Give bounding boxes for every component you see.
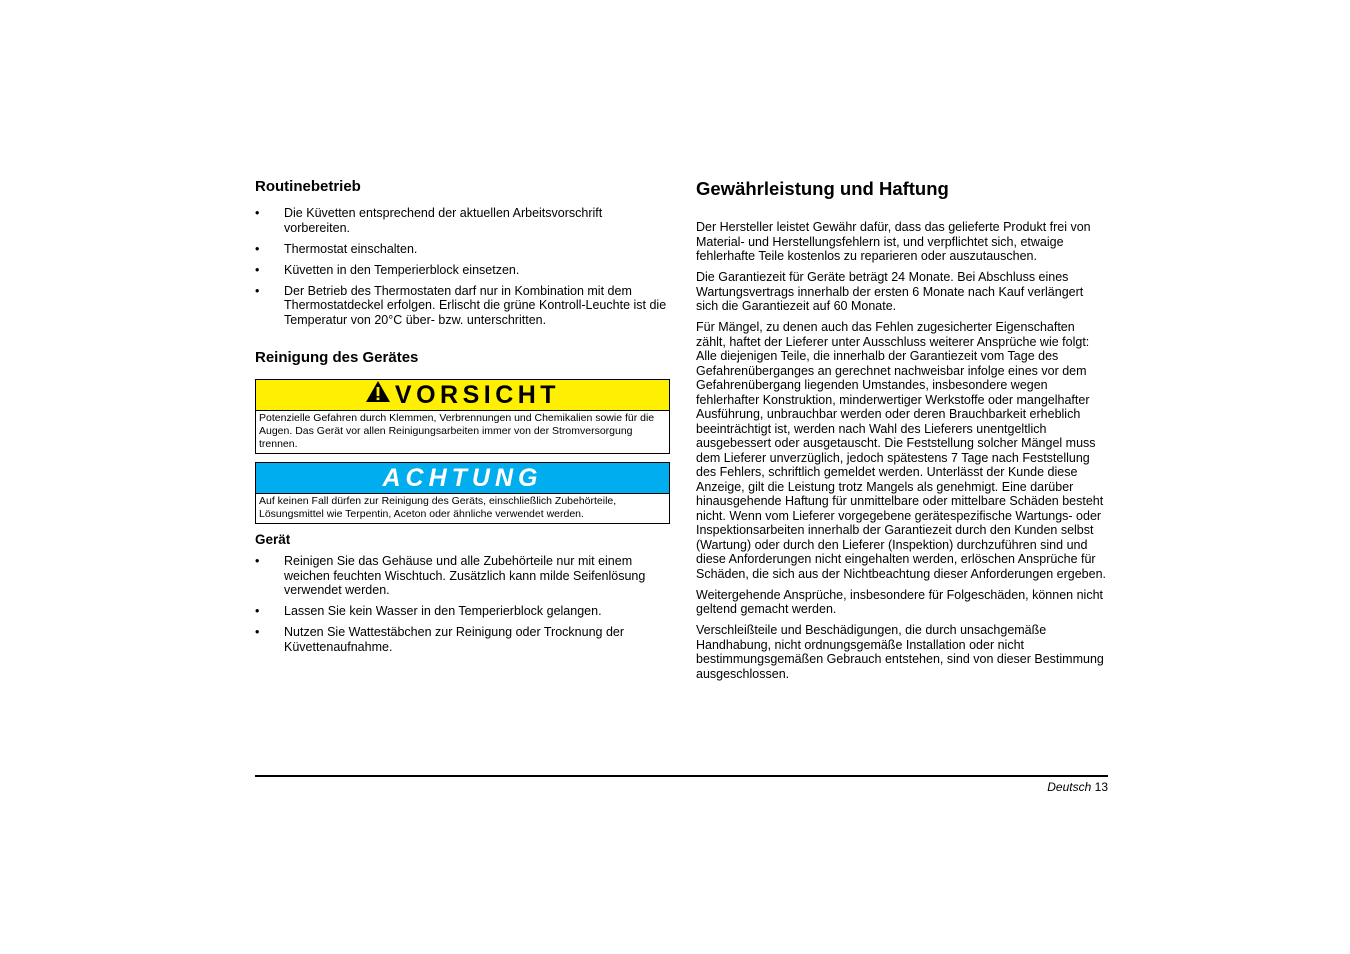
warranty-heading: Gewährleistung und Haftung	[696, 178, 949, 199]
footer-rule	[255, 775, 1108, 777]
warranty-paragraph: Für Mängel, zu denen auch das Fehlen zugesicherter Eigenschaften zählt, haftet der Lieferer unter Ausschluss weiterer Ansprüche wie folgt: Alle diejenigen Teile, die innerhalb der Garantiezeit vom Tage des Gefahrenüberganges an gerechnet nachweisbar infolge eines vor dem Gefahrenübergang liegenden Umstandes, insbesondere wegen fehlerhafter Konstruktion, minderwertiger Werkstoffe oder mangelhafter Ausführung, unbrauchbar werden oder deren Brauchbarkeit erheblich beeinträchtigt ist, werden nach Wahl des Lieferers unentgeltlich ausgebessert oder ausgetauscht. Die Feststellung solcher Mängel muss dem Lieferer unverzüglich, jedoch spätestens 7 Tage nach Feststellung des Fehlers, schriftlich gemeldet werden. Unterlässt der Kunde diese Anzeige, gilt die Leistung trotz Mangels als genehmigt. Eine darüber hinausgehende Haftung für unmittelbare oder mittelbare Schäden besteht nicht. Wenn vom Lieferer vorgegebene gerätespezifische Wartungs- oder Inspektionsarbeiten innerhalb der Garantiezeit durch den Kunden selbst (Wartung) oder durch den Lieferer (Inspektion) durchzuführen sind und diese Anforderungen nicht eingehalten werden, erlöschen Ansprüche für Schäden, die sich aus der Nichtbeachtung dieser Anforderungen ergeben.	[696, 320, 1107, 581]
list-item: • Nutzen Sie Wattestäbchen zur Reinigung oder Trocknung der Küvettenaufnahme.	[255, 625, 625, 654]
list-item: • Die Küvetten entsprechend der aktuellen Arbeitsvorschrift vorbereiten.	[255, 206, 603, 235]
footer-language: Deutsch	[1047, 780, 1092, 794]
bullet: •	[255, 206, 260, 220]
caution-text: Potenzielle Gefahren durch Klemmen, Verbrennungen und Chemikalien sowie für die Augen. Das Gerät vor allen Reinigungsarbeiten immer von der Stromversorgung trennen.	[259, 412, 655, 450]
device-heading: Gerät	[255, 532, 291, 547]
warranty-paragraph: Verschleißteile und Beschädigungen, die durch unsachgemäße Handhabung, nicht ordnungsgemäße Installation oder nicht bestimmungsgemäßen Gebrauch entstehen, sind von dieser Bestimmung ausgeschlossen.	[696, 623, 1104, 681]
warranty-paragraph: Weitergehende Ansprüche, insbesondere für Folgeschäden, können nicht geltend gemacht werden.	[696, 587, 1103, 616]
notice-title: ACHTUNG	[382, 463, 543, 492]
cleaning-heading: Reinigung des Gerätes	[255, 349, 419, 366]
notice-text: Auf keinen Fall dürfen zur Reinigung des Geräts, einschließlich Zubehörteile, Lösungsmittel wie Terpentin, Aceton oder ähnliche verwendet werden.	[259, 495, 617, 520]
page-footer	[1047, 780, 1108, 794]
list-item: • Reinigen Sie das Gehäuse und alle Zubehörteile nur mit einem weichen feuchten Wischtuch. Zusätzlich kann milde Seifenlösung verwendet werden.	[255, 554, 646, 597]
page-number: 13	[1094, 780, 1108, 794]
list-item: • Küvetten in den Temperierblock einsetzen.	[255, 262, 520, 277]
list-item: • Thermostat einschalten.	[255, 241, 418, 256]
routine-heading: Routinebetrieb	[255, 178, 361, 195]
right-column	[696, 178, 1108, 688]
bullet: •	[255, 554, 260, 568]
caution-header	[256, 380, 669, 411]
caution-box	[255, 379, 670, 454]
bullet: •	[255, 241, 260, 256]
list-item: • Der Betrieb des Thermostaten darf nur in Kombination mit dem Thermostatdeckel erfolgen. Erlischt die grüne Kontroll-Leuchte ist die Temperatur von 20°C über- bzw. unterschritten.	[255, 283, 667, 327]
warning-triangle-icon	[365, 380, 391, 410]
warranty-paragraph: Die Garantiezeit für Geräte beträgt 24 Monate. Bei Abschluss eines Wartungsvertrags innerhalb der ersten 6 Monate nach Kauf verlängert sich die Garantiezeit auf 60 Monate.	[696, 270, 1084, 313]
list-item: • Lassen Sie kein Wasser in den Temperierblock gelangen.	[255, 604, 602, 618]
device-list	[255, 554, 670, 654]
bullet: •	[255, 625, 260, 639]
routine-list	[255, 206, 670, 327]
notice-box	[255, 462, 670, 524]
bullet: •	[255, 283, 260, 298]
bullet: •	[255, 604, 260, 618]
caution-title: VORSICHT	[394, 380, 561, 409]
bullet: •	[255, 262, 260, 277]
notice-header	[256, 463, 669, 494]
warranty-paragraph: Der Hersteller leistet Gewähr dafür, dass das gelieferte Produkt frei von Material- und Herstellungsfehlern ist, und verpflichtet sich, etwaige fehlerhafte Teile kostenlos zu reparieren oder auszutauschen.	[696, 220, 1091, 263]
left-column	[255, 178, 670, 661]
